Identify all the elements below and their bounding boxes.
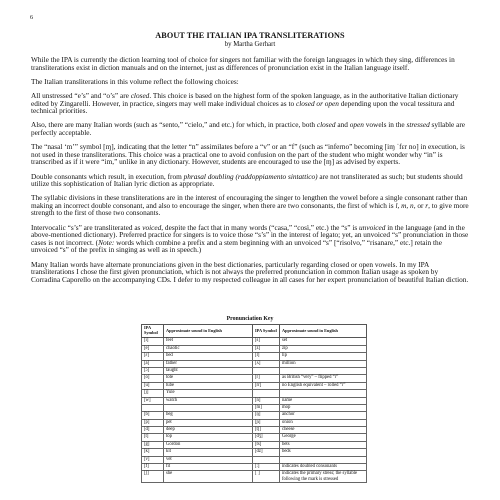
english-sound-cell: vet	[164, 456, 253, 463]
key-row	[142, 434, 367, 441]
text-run: in the language (and in the above-mentioned dictionary). Preferred practice for singers is to voice those “s’s” in the interest of legato; yet, an unvoiced “s” pronunciation in those cases is not incorrect. (	[31, 222, 469, 247]
key-row	[142, 360, 367, 367]
english-sound-cell: indicates doubled consonants	[280, 464, 367, 471]
ipa-symbol-cell: [n]	[253, 397, 280, 404]
italic-text-run: r	[425, 200, 429, 210]
key-row	[142, 345, 367, 352]
paragraph	[31, 261, 469, 284]
paragraph	[31, 224, 469, 254]
ipa-symbol-cell: [d]	[142, 427, 164, 434]
article-title: ABOUT THE ITALIAN IPA TRANSLITERATIONS	[155, 31, 345, 40]
italic-text-run: voiced	[142, 222, 162, 232]
key-row	[142, 456, 367, 463]
text-run: vowels in the	[363, 120, 407, 130]
ipa-symbol-cell	[142, 404, 164, 411]
key-row	[142, 441, 367, 448]
english-sound-cell: Yule	[164, 390, 253, 397]
ipa-symbol-cell: [u]	[142, 382, 164, 389]
ipa-symbol-cell: [tʃ]	[253, 427, 280, 434]
english-sound-cell	[280, 367, 367, 374]
english-sound-cell: mop	[280, 404, 367, 411]
paragraph	[31, 143, 469, 166]
key-row	[142, 375, 367, 382]
paragraph	[31, 173, 469, 188]
key-row	[142, 427, 367, 434]
text-run: and	[335, 120, 350, 130]
ipa-symbol-cell: [r]	[253, 375, 280, 382]
english-sound-header: Approximate sound in English	[280, 325, 367, 338]
key-row	[142, 353, 367, 360]
english-sound-cell: watch	[164, 397, 253, 404]
english-sound-cell: deep	[164, 427, 253, 434]
ipa-symbol-cell	[253, 390, 280, 397]
article-byline: by Martha Gerhart	[224, 41, 276, 48]
italic-text-run: closed	[130, 90, 150, 100]
english-sound-cell: anchor	[280, 412, 367, 419]
english-sound-cell: as British “very” – flipped “r”	[280, 375, 367, 382]
key-table-header	[142, 325, 367, 338]
italic-text-run: closed or open	[295, 98, 339, 108]
key-header-row	[142, 325, 367, 338]
english-sound-cell: pet	[164, 419, 253, 426]
key-table-body	[142, 338, 367, 483]
text-run: The syllabic divisions in these transliterations are in the interest of encouraging the singer to lengthen the vowel before a single consonant rather than making an incorrect double consonant, and also to encourage the singer, when there are two consonants, the first of which is	[31, 193, 468, 210]
english-sound-cell: bets	[280, 441, 367, 448]
ipa-symbol-cell: [w]	[142, 397, 164, 404]
english-sound-cell: lip	[280, 353, 367, 360]
key-row	[142, 397, 367, 404]
english-sound-cell: zip	[280, 345, 367, 352]
ipa-symbol-cell: [dz]	[253, 449, 280, 456]
key-row	[142, 412, 367, 419]
pronunciation-key-title: Pronunciation Key	[226, 316, 274, 322]
english-sound-cell: taught	[164, 367, 253, 374]
ipa-symbol-cell: [ts]	[253, 441, 280, 448]
english-sound-cell: tote	[164, 375, 253, 382]
english-sound-cell	[164, 404, 253, 411]
italic-text-run: open	[349, 120, 364, 130]
text-run: The “nasal ‘m’” symbol [ɱ], indicating that the letter “n” assimilates before a “v” or an “f” (such as “inferno” becoming [iɱ ˈfɛr no] in execution, is not used in these transliterations. This choice was a practical one to avoid confusion on the part of the student who might wonder why “in” is transcribed as if it were “im,” unlike in any dictionary. However, students are encouraged to use the [ɱ] as advised by experts.	[31, 142, 465, 167]
key-row	[142, 382, 367, 389]
ipa-symbol-cell: [i]	[142, 338, 164, 345]
english-sound-cell: indicates the primary stress; the syllable following the mark is stressed	[280, 471, 367, 483]
italic-text-run: phrasal doubling (raddoppiamento sintattico)	[183, 171, 318, 181]
text-run: , to give more strength to the first of those two consonants.	[31, 200, 469, 218]
ipa-symbol-cell: [k]	[142, 449, 164, 456]
english-sound-header: Approximate sound in English	[164, 325, 253, 338]
key-row	[142, 367, 367, 374]
text-run: Also, there are many Italian words (such as “sento,” “cielo,” and etc.) for which, in practice, both	[31, 120, 317, 130]
paragraph	[31, 56, 469, 71]
ipa-symbol-cell: [:]	[253, 464, 280, 471]
ipa-symbol-header: IPA Symbol	[142, 325, 164, 338]
english-sound-cell: beg	[164, 412, 253, 419]
ipa-symbol-cell: [ŋ]	[253, 412, 280, 419]
english-sound-cell: tube	[164, 382, 253, 389]
ipa-symbol-cell: [ˈ]	[253, 471, 280, 483]
text-run: are not transliterated as such; but students should utilize this sophistication of Italian lyric diction as appropriate.	[31, 171, 463, 189]
english-sound-cell: top	[164, 434, 253, 441]
key-row	[142, 419, 367, 426]
paragraph	[31, 92, 469, 115]
text-run: . This choice is based on the highest form of the spoken language, as in the authoritative Italian dictionary edited by Zingarelli. However, in practice, singers may well make individual choices as to	[31, 90, 459, 108]
text-run: The Italian transliterations in this volume reflect the following choices:	[31, 76, 239, 86]
ipa-symbol-header: IPA Symbol	[253, 325, 280, 338]
english-sound-cell: set	[280, 338, 367, 345]
english-sound-cell: name	[280, 397, 367, 404]
ipa-symbol-cell: [l]	[253, 353, 280, 360]
english-sound-cell: no English equivalent – rolled “r”	[280, 382, 367, 389]
text-run: Double consonants which result, in execution, from	[31, 171, 184, 181]
italic-text-run: closed	[316, 120, 336, 130]
paragraph	[31, 194, 469, 217]
english-sound-cell: George	[280, 434, 367, 441]
ipa-symbol-cell: [e]	[142, 345, 164, 352]
italic-text-run: unvoiced	[359, 222, 386, 232]
ipa-symbol-cell: [s]	[253, 338, 280, 345]
english-sound-cell: feet	[164, 338, 253, 345]
english-sound-cell: kit	[164, 449, 253, 456]
ipa-symbol-cell: [v]	[142, 456, 164, 463]
italic-text-run: stressed	[406, 120, 430, 130]
key-row	[142, 471, 367, 483]
ipa-symbol-cell: [ɲ]	[253, 419, 280, 426]
paragraph	[31, 121, 469, 136]
english-sound-cell	[280, 456, 367, 463]
ipa-symbol-cell: [f]	[142, 464, 164, 471]
text-run: depending upon the vocal tessitura and technical priorities.	[31, 98, 455, 116]
key-row	[142, 338, 367, 345]
english-sound-cell: Gordon	[164, 441, 253, 448]
key-row	[142, 449, 367, 456]
pronunciation-key-table	[141, 324, 367, 483]
ipa-symbol-cell: [a]	[142, 360, 164, 367]
ipa-symbol-cell: [m]	[253, 404, 280, 411]
text-run: All unstressed “e’s” and “o’s” are	[31, 90, 131, 100]
text-run: , despite the fact that in many words (“casa,” “così,” etc.) the “s” is	[161, 222, 360, 232]
ipa-symbol-cell: [ɔ]	[142, 367, 164, 374]
ipa-symbol-cell: [j]	[142, 390, 164, 397]
ipa-symbol-cell: [ʎ]	[253, 360, 280, 367]
ipa-symbol-cell: [t]	[142, 434, 164, 441]
english-sound-cell: father	[164, 360, 253, 367]
ipa-symbol-cell: [o]	[142, 375, 164, 382]
ipa-symbol-cell: [ɛ]	[142, 353, 164, 360]
italic-text-run: l, m, n,	[395, 200, 416, 210]
text-run: Intervocalic “s’s” are transliterated as	[31, 222, 143, 232]
italic-text-run: Note:	[98, 237, 115, 247]
key-row	[142, 390, 367, 397]
article-body	[31, 56, 469, 290]
english-sound-cell: million	[280, 360, 367, 367]
key-row	[142, 404, 367, 411]
text-run: While the IPA is currently the diction learning tool of choice for singers not familiar with the foreign languages in which they sing, differences in transliterations exist in diction manuals and on the internet, just as differences of pronunciation exist in the Italian language itself.	[31, 55, 455, 72]
english-sound-cell: beds	[280, 449, 367, 456]
english-sound-cell	[280, 390, 367, 397]
ipa-symbol-cell: [g]	[142, 441, 164, 448]
paragraph	[31, 78, 469, 86]
english-sound-cell: bed	[164, 353, 253, 360]
ipa-symbol-cell: [z]	[253, 345, 280, 352]
text-run: syllable are perfectly acceptable.	[31, 120, 465, 137]
key-row	[142, 464, 367, 471]
ipa-symbol-cell	[253, 456, 280, 463]
ipa-symbol-cell: [rr]	[253, 382, 280, 389]
text-run: or	[415, 200, 426, 210]
english-sound-cell: fit	[164, 464, 253, 471]
ipa-symbol-cell: [p]	[142, 419, 164, 426]
english-sound-cell: chaotic	[164, 345, 253, 352]
ipa-symbol-cell: [b]	[142, 412, 164, 419]
text-run: Many Italian words have alternate pronunciations given in the best dictionaries, particularly regarding closed or open vowels. In my IPA transliterations I chose the first given pronunciation, which is not always the preferred pronunciation in common Italian usage as spoken by Corradina Caporello on the accompanying CDs. I defer to my respected colleague in all cases for her expert pronunciation of beautiful Italian diction.	[31, 259, 469, 284]
ipa-symbol-cell: [dʒ]	[253, 434, 280, 441]
text-run: words which combine a prefix and a stem beginning with an unvoiced “s” [“risolvo,” “risanare,” etc.] retain the unvoiced “s” of the prefix in singing as well as in speech.)	[31, 237, 442, 255]
page-number: 6	[30, 14, 34, 21]
ipa-symbol-cell	[253, 367, 280, 374]
english-sound-cell: onion	[280, 419, 367, 426]
english-sound-cell: cheese	[280, 427, 367, 434]
ipa-symbol-cell: [ʃ]	[142, 471, 164, 483]
english-sound-cell: she	[164, 471, 253, 483]
